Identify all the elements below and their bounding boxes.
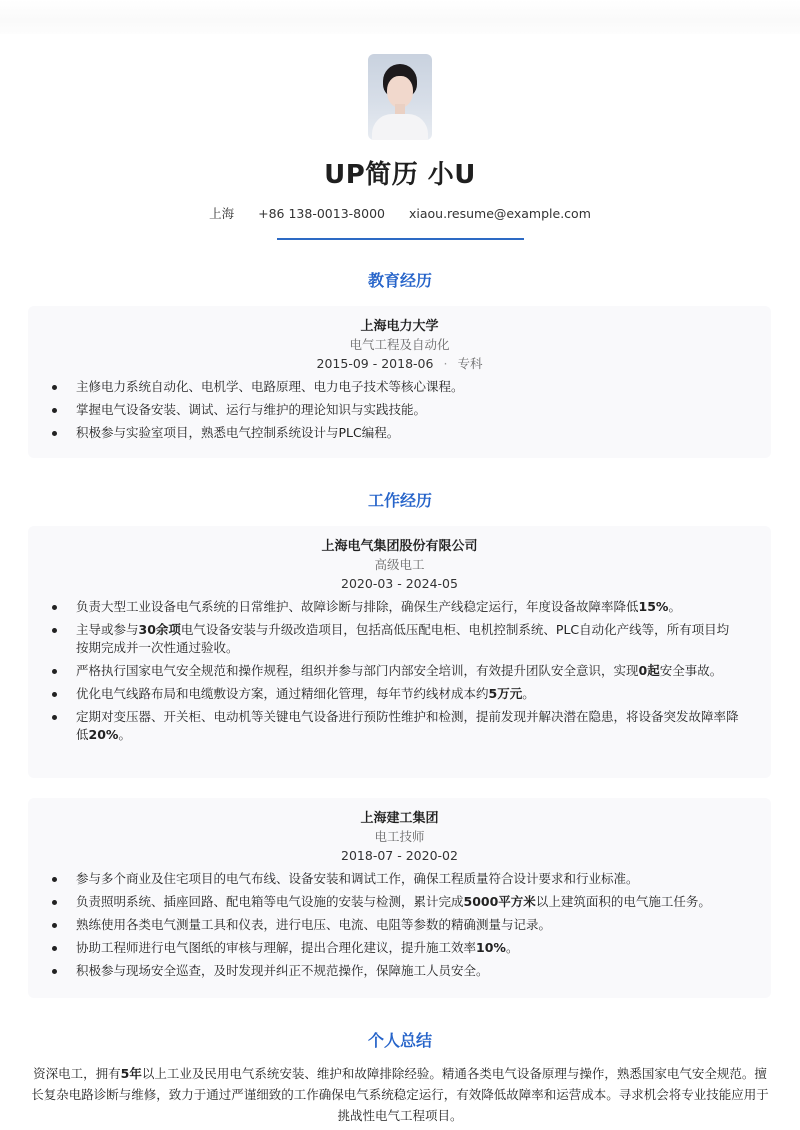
job-title: 高级电工: [374, 557, 425, 572]
candidate-name: UP简历 小U: [324, 160, 476, 190]
list-item: 定期对变压器、开关柜、电动机等关键电气设备进行预防性维护和检测，提前发现并解决潜在隐患，将设备突发故障率降低20%。: [66, 708, 741, 744]
section-title-work: 工作经历: [367, 491, 432, 510]
work-dates: 2020-03 - 2024-05: [341, 576, 458, 591]
separator-dot: ·: [443, 356, 448, 371]
dates-range: 2015-09 - 2018-06: [316, 356, 434, 371]
list-item: 积极参与实验室项目，熟悉电气控制系统设计与PLC编程。: [66, 424, 741, 442]
section-title-summary: 个人总结: [367, 1031, 432, 1050]
profile-photo: [368, 54, 432, 140]
work-card-1: [28, 526, 771, 778]
education-dates: [28, 354, 771, 374]
photo-coat: [372, 114, 428, 140]
list-item: 主导或参与30余项电气设备安装与升级改造项目，包括高低压配电柜、电机控制系统、PLC自动化产线等，所有项目均按期完成并一次性通过验收。: [66, 621, 741, 657]
list-item: 熟练使用各类电气测量工具和仪表，进行电压、电流、电阻等参数的精确测量与记录。: [66, 916, 741, 934]
list-item: 负责大型工业设备电气系统的日常维护、故障诊断与排除，确保生产线稳定运行，年度设备故障率降低15%。: [66, 598, 741, 616]
list-item: 掌握电气设备安装、调试、运行与维护的理论知识与实践技能。: [66, 401, 741, 419]
education-card: [28, 306, 771, 458]
list-item: 协助工程师进行电气图纸的审核与理解，提出合理化建议，提升施工效率10%。: [66, 939, 741, 957]
major: 电气工程及自动化: [349, 337, 450, 352]
work-bullets: [28, 870, 771, 980]
school-name: 上海电力大学: [360, 319, 439, 334]
list-item: 主修电力系统自动化、电机学、电路原理、电力电子技术等核心课程。: [66, 378, 741, 396]
company-name: 上海建工集团: [360, 811, 439, 826]
company-name: 上海电气集团股份有限公司: [321, 539, 478, 554]
contact-city: 上海: [209, 206, 235, 221]
contact-line: [0, 204, 800, 222]
list-item: 严格执行国家电气安全规范和操作规程，组织并参与部门内部安全培训，有效提升团队安全意识，实现0起安全事故。: [66, 662, 741, 680]
work-dates: 2018-07 - 2020-02: [341, 848, 458, 863]
top-shadow: [0, 0, 800, 34]
degree: 专科: [457, 356, 483, 371]
header-divider: [277, 238, 524, 240]
section-title-education: 教育经历: [367, 271, 432, 290]
summary-text: 资深电工，拥有5年以上工业及民用电气系统安装、维护和故障排除经验。精通各类电气设备原理与操作，熟悉国家电气安全规范。擅长复杂电路诊断与维修，致力于通过严谨细致的工作确保电气系统稳定运行，有效降低故障率和运营成本。寻求机会将专业技能应用于挑战性电气工程项目。: [31, 1066, 769, 1123]
job-title: 电工技师: [374, 829, 425, 844]
list-item: 负责照明系统、插座回路、配电箱等电气设施的安装与检测，累计完成5000平方米以上建筑面积的电气施工任务。: [66, 893, 741, 911]
list-item: 积极参与现场安全巡查，及时发现并纠正不规范操作，保障施工人员安全。: [66, 962, 741, 980]
education-bullets: [28, 378, 771, 442]
list-item: 参与多个商业及住宅项目的电气布线、设备安装和调试工作，确保工程质量符合设计要求和行业标准。: [66, 870, 741, 888]
contact-email[interactable]: xiaou.resume@example.com: [408, 206, 591, 221]
list-item: 优化电气线路布局和电缆敷设方案，通过精细化管理，每年节约线材成本约5万元。: [66, 685, 741, 703]
work-card-2: [28, 798, 771, 998]
contact-phone[interactable]: +86 138-0013-8000: [258, 206, 385, 221]
work-bullets: [28, 598, 771, 744]
